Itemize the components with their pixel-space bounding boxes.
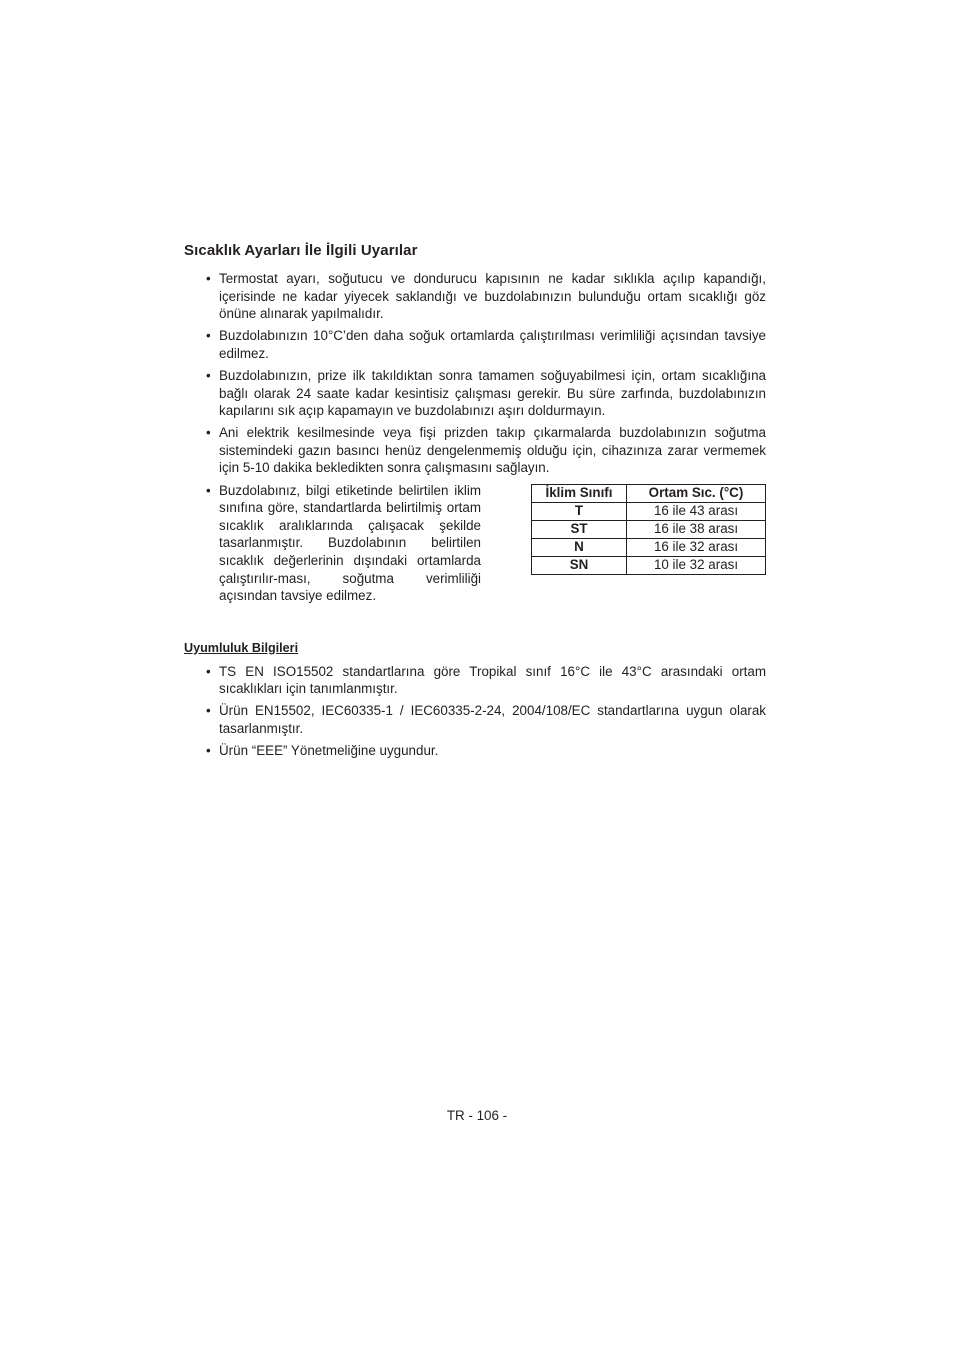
page-number: TR - 106 - <box>446 1108 508 1123</box>
document-body <box>184 241 766 764</box>
list-item-text: Ürün “EEE” Yönetmeliğine uygundur. <box>219 743 439 759</box>
temperature-range-cell: 16 ile 32 arası <box>627 538 766 556</box>
column-header-climate-class: İklim Sınıfı <box>532 484 627 502</box>
bullet-icon: • <box>206 663 211 679</box>
list-item <box>184 742 766 760</box>
climate-class-cell: N <box>532 538 627 556</box>
table-header-row <box>532 484 766 502</box>
climate-class-cell: ST <box>532 520 627 538</box>
temperature-range-cell: 16 ile 38 arası <box>627 520 766 538</box>
list-item-text: Ani elektrik kesilmesinde veya fişi prizden takıp çıkarmalarda buzdolabınızın soğutma sistemindeki gazın basıncı henüz dengelenmemiş olduğu için, cihazınıza zarar vermemek için 5-10 dakika bekledikten sonra çalışmasını sağlayın. <box>219 425 766 476</box>
section-title-compliance: Uyumluluk Bilgileri <box>184 640 299 655</box>
list-item-text: Termostat ayarı, soğutucu ve dondurucu kapısının ne kadar sıklıkla açılıp kapandığı, içerisinde ne kadar yiyecek saklandığı ve buzdolabınızın bulunduğu ortam sıcaklığı göz önüne alınarak yapılmalıdır. <box>219 271 766 322</box>
temperature-range-cell: 10 ile 32 arası <box>627 556 766 574</box>
bullet-icon: • <box>206 482 211 498</box>
compliance-list <box>184 663 766 760</box>
list-item <box>184 367 766 420</box>
table-row <box>532 556 766 574</box>
section-title-temperature: Sıcaklık Ayarları İle İlgili Uyarılar <box>184 242 418 259</box>
list-item <box>184 663 766 698</box>
list-item <box>184 327 766 362</box>
list-item-text: Buzdolabınızın, prize ilk takıldıktan sonra tamamen soğuyabilmesi için, ortam sıcaklığına bağlı olarak 24 saate kadar kesintisiz çalışması gerekir. Bu süre zarfında, buzdolabınızın kapılarını sık açıp kapamayın ve buzdolabınızı aşırı doldurmayın. <box>219 367 766 419</box>
list-item <box>184 702 766 737</box>
bullet-icon: • <box>206 703 211 719</box>
bullet-icon: • <box>206 743 211 759</box>
list-item-text: Buzdolabınızın 10°C’den daha soğuk ortamlarda çalıştırılması verimliliği açısından tavsiye edilmez. <box>219 328 766 361</box>
climate-class-cell: T <box>532 502 627 520</box>
bullet-icon: • <box>206 367 211 383</box>
climate-class-cell: SN <box>532 556 627 574</box>
climate-class-table <box>531 484 766 575</box>
list-item <box>184 482 481 605</box>
column-header-ambient-temp: Ortam Sıc. (°C) <box>627 484 766 502</box>
bullet-icon: • <box>206 271 211 286</box>
climate-class-block <box>184 482 766 605</box>
temperature-range-cell: 16 ile 43 arası <box>627 502 766 520</box>
table-row <box>532 520 766 538</box>
list-item-text: Buzdolabınız, bilgi etiketinde belirtilen iklim sınıfına göre, standartlarda belirtilmiş ortam sıcaklık aralıklarında çalışacak şekilde tasarlanmıştır. Buzdolabının belirtilen sıcaklık değerlerinin dışındaki ortamlarda çalıştırılır-ması, soğutma verimliliği açısından tavsiye edilmez. <box>219 482 481 604</box>
table-row <box>532 502 766 520</box>
temperature-warnings-list <box>184 270 766 477</box>
bullet-icon: • <box>206 425 211 441</box>
list-item-text: TS EN ISO15502 standartlarına göre Tropikal sınıf 16°C ile 43°C arasındaki ortam sıcaklıkları için tanımlanmıştır. <box>219 663 766 697</box>
list-item <box>184 424 766 477</box>
list-item-text: Ürün EN15502, IEC60335-1 / IEC60335-2-24, 2004/108/EC standartlarına uygun olarak tasarlanmıştır. <box>219 703 766 736</box>
table-row <box>532 538 766 556</box>
climate-bullet-list <box>184 482 481 605</box>
list-item <box>184 270 766 323</box>
bullet-icon: • <box>206 328 211 344</box>
